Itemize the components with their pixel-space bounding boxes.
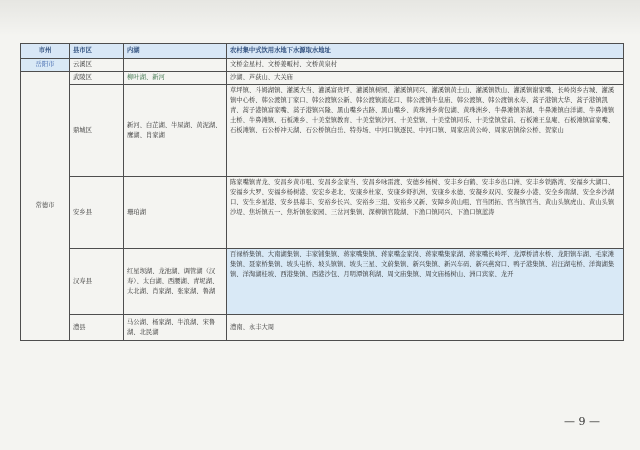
county-cell: 武陵区	[70, 72, 124, 85]
lake-cell: 红星坝湖、龙池湖、调管湖（汉寿）、太白湖、西腰湖、青坭湖、太北湖、肖家湖、张家湖、鲁湖	[124, 249, 227, 315]
city-cell: 常德市	[21, 72, 70, 341]
table-row	[21, 249, 624, 315]
villages-cell: 草坪镇、斗姆湖镇、灌溪大当、灌溪富贵坪、灌溪镇树园、灌溪镇同兴、灌溪镇黄土山、灌溪镇铁山、灌溪镇谢家嘴、长岭岗乡古城、灌溪镇中心桥、韩公渡镇丁家口、韩公渡镇公新、韩公渡镇流花口、韩公渡镇牛皇庙、韩公渡镇、韩公渡镇永寿、蒿子港镇大华、蒿子港镇凯青、蒿子港镇富家嘴、蒿子港镇兴隆、黑山嘴乡古跡、黑山嘴乡、黄珠洲乡荷包湖、黄珠洲乡、牛鼻滩镇茶湖、牛鼻滩镇白洋湖、牛鼻滩镇土桥、牛鼻滩镇、石板滩乡、十美堂镇教育、十美堂镇沙河、十美堂镇、十美堂镇同乐、十美堂镇堂前、石板滩王皇庵、石板滩镇富家嘴、石板滩镇、石公桥冲天湖、石公桥镇白岳、特券场、中河口镇逐民、中河口镇、周家店黄公岭、周家店镇徐公桥、贺家山	[227, 85, 624, 177]
table-row	[21, 72, 624, 85]
county-cell: 云溪区	[70, 59, 124, 72]
water-source-table	[20, 43, 624, 341]
villages-cell: 澧南、永丰大周	[227, 315, 624, 341]
lake-cell: 新河、白芷湖、牛屎湖、黄泥湖、鹰湖、肖家湖	[124, 85, 227, 177]
table-row	[21, 177, 624, 249]
county-cell: 澧县	[70, 315, 124, 341]
villages-cell: 文桥金星村、文桥姜畈村、文桥黄泉村	[227, 59, 624, 72]
villages-cell: 陈家嘴镇青龙、安昌乡黄市咀、安昌乡金家当、安昌乡咏雷渡、安德乡杨树、安丰乡白鹤、安丰乡出口洲、安丰乡铁路湾、安福乡大湖口、安福乡大罗、安福乡杨树港、安宏乡老北、安康乡杜家、安康乡虾扒洲、安康乡永德、安凝乡双闪、安凝乡小港、安全乡南湖、安全乡沙湖口、安生乡星港、安乡县幕丰、安裕乡长兴、安裕乡三组、安裕乡又新、安障乡黄山咀、官当团拓、官当镇官当、黄山头镇虎山、黄山头镇沙堤、焦圻镇五一、焦圻镇张家园、三岔河集镇、深柳镇官陵湖、下渔口镇同兴、下渔口镇蓝涛	[227, 177, 624, 249]
lake-cell: 柳叶湖、新河	[124, 72, 227, 85]
lake-cell	[124, 59, 227, 72]
header-city: 市州	[21, 44, 70, 59]
page-number: — 9 —	[564, 415, 600, 428]
header-villages: 农村集中式饮用水地下水源取水地址	[227, 44, 624, 59]
header-lake: 内湖	[124, 44, 227, 59]
county-cell: 汉寿县	[70, 249, 124, 315]
lake-cell: 珊珀湖	[124, 177, 227, 249]
county-cell: 安乡县	[70, 177, 124, 249]
city-cell: 岳阳市	[21, 59, 70, 72]
table-row	[21, 315, 624, 341]
villages-cell: 百禄桥集镇、大南湖集镇、丰家铺集镇、蒋家嘴集镇、蒋家嘴金家岗、蒋家嘴集家湖、蒋家嘴长岭坪、龙潭桥清水桥、龙阳镇车湖、毛家滩集镇、聂家桥集镇、坡头屯桥、坡头镇镇、坡头三星、文蔚集镇、新兴集镇、新兴车码、新兴燕窝口、鸭子港集镇、岩汪湖屯桥、洋淘湖集镇、洋淘湖桂坡、西港集镇、西港沙包、月明潭镇利湖、周文庙集镇、周文庙杨树山、洲口宾家、龙开	[227, 249, 624, 315]
page-top-strip	[0, 0, 640, 36]
header-county: 县市区	[70, 44, 124, 59]
table-row	[21, 85, 624, 177]
lake-cell: 马公湖、杨家湖、牛浪湖、宋鲁湖、北民湖	[124, 315, 227, 341]
county-cell: 鼎城区	[70, 85, 124, 177]
table-header-row	[21, 44, 624, 59]
villages-cell: 沙湖、芦荻山、大关庙	[227, 72, 624, 85]
table-row	[21, 59, 624, 72]
